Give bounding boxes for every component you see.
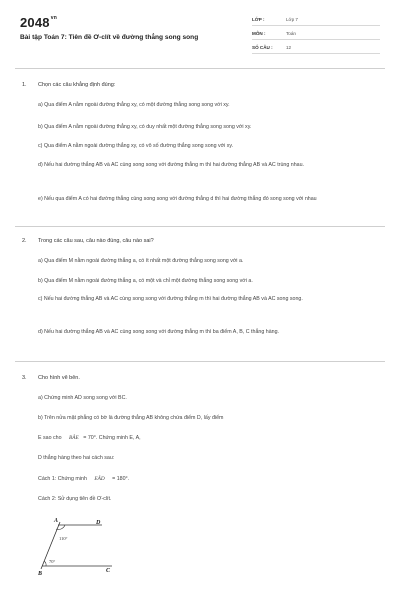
question-3-method-1 xyxy=(38,474,378,484)
meta-class-label: LỚP : xyxy=(252,17,265,22)
label-d: D xyxy=(96,520,101,526)
question-number: 2. xyxy=(22,238,27,244)
label-a: A xyxy=(54,518,59,524)
question-divider xyxy=(15,226,385,227)
header xyxy=(0,0,400,70)
question-3-part-b: b) Trên nửa mặt phẳng có bờ là đường thẳng AB không chứa điểm D, lấy điểm xyxy=(38,415,224,421)
question-3-collinear: D thẳng hàng theo hai cách sau: xyxy=(38,455,115,461)
label-angle-70: 70° xyxy=(49,559,56,564)
question-2-option-c: c) Nếu hai đường thẳng AB và AC cùng song song với đường thẳng m thì hai đường thẳng AB và AC song song. xyxy=(38,296,303,302)
meta-subject-value: Toán xyxy=(286,31,296,36)
label-angle-110: 110° xyxy=(59,536,68,541)
question-stem: Chọn các câu khẳng định đúng: xyxy=(38,82,116,88)
angle-ead: EÂD xyxy=(94,476,105,482)
header-divider xyxy=(15,68,385,69)
question-3-part-a: a) Chứng minh AD song song với BC. xyxy=(38,395,127,401)
question-3-method-2: Cách 2: Sử dụng tiên đề Ơ-clít. xyxy=(38,496,112,502)
meta-subject-label: MÔN : xyxy=(252,31,266,36)
label-c: C xyxy=(106,568,111,574)
question-1-option-c: c) Qua điểm A nằm ngoài đường thẳng xy, có vô số đường thẳng song song với xy. xyxy=(38,143,234,149)
question-number: 1. xyxy=(22,82,27,88)
angle-bae: BÂE xyxy=(69,435,79,441)
question-3-e-condition xyxy=(38,433,378,443)
geometry-figure xyxy=(34,516,124,582)
method-1-prefix: Cách 1: Chứng minh xyxy=(38,476,87,482)
meta-class-value: Lớp 7 xyxy=(286,17,298,22)
meta-class xyxy=(252,14,380,26)
e-condition-eq: = 70°. Chứng minh E, A, xyxy=(83,435,141,441)
method-1-eq: = 180°. xyxy=(112,476,130,482)
question-stem: Trong các câu sau, câu nào đúng, câu nào sai? xyxy=(38,238,154,244)
question-2-option-d: d) Nếu hai đường thẳng AB và AC cùng song song với đường thẳng m thì ba điểm A, B, C thẳng hàng. xyxy=(38,329,280,335)
question-2-option-b: b) Qua điểm M nằm ngoài đường thẳng a, có một và chỉ một đường thẳng song song với a. xyxy=(38,278,253,284)
e-condition-prefix: E sao cho xyxy=(38,435,62,441)
question-2-option-a: a) Qua điểm M nằm ngoài đường thẳng a, có ít nhất một đường thẳng song song với a. xyxy=(38,258,244,264)
question-number: 3. xyxy=(22,375,27,381)
question-divider xyxy=(15,361,385,362)
question-1-option-b: b) Qua điểm A nằm ngoài đường thẳng xy, có duy nhất một đường thẳng song song với xy. xyxy=(38,124,252,130)
question-1-option-e: e) Nếu qua điểm A có hai đường thẳng cùng song song với đường thẳng d thì hai đường thẳng đó song song với nhau xyxy=(38,196,317,202)
meta-count-value: 12 xyxy=(286,45,292,50)
question-stem: Cho hình vẽ bên. xyxy=(38,375,80,381)
question-1-option-d: d) Nếu hai đường thẳng AB và AC cùng song song với đường thẳng m thì hai đường thẳng AB và AC trùng nhau. xyxy=(38,162,305,168)
site-logo[interactable]: $2048^{vn}$ xyxy=(20,15,57,30)
meta-count-label: SỐ CÂU : xyxy=(252,45,273,50)
meta-subject xyxy=(252,28,380,40)
question-1-option-a: a) Qua điểm A nằm ngoài đường thẳng xy, có một đường thẳng song song với xy. xyxy=(38,102,230,108)
meta-count xyxy=(252,42,380,54)
label-b: B xyxy=(38,571,43,577)
worksheet-title: Bài tập Toán 7: Tiên đề Ơ-clít về đường thẳng song song xyxy=(20,34,199,41)
